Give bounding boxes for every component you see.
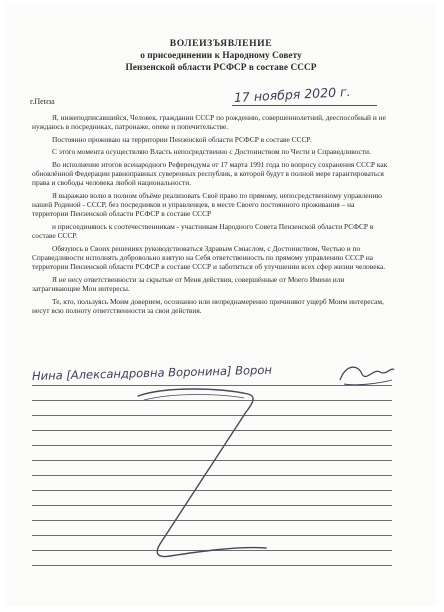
paragraph: Постоянно проживаю на территории Пензенской области РСФСР в составе СССР. <box>52 134 312 144</box>
handwritten-name: Нина [Александровна Воронина] Ворон <box>31 362 273 383</box>
date-underline <box>232 105 377 106</box>
paragraph: Обязуюсь в Своих решениях руководствоваться Здравым Смыслом, с Достоинством, Честью и по Справедливости исполнять добровольно взятую на Себя ответственность по прямому управлению СССР на территории Пензенской области РСФСР в составе СССР и заботиться об улучшении всех сфер жизни человека. <box>32 243 386 272</box>
title-block <box>6 38 436 74</box>
paragraph: Я выражаю волю в полном объёме реализовать Своё право по прямому, непосредственному управлению нашей Родиной - СССР, без посредников и управленцев, в месте Своего постоянного проживания – на территории Пензенской области РСФСР в составе СССР <box>32 190 382 219</box>
document-subtitle-1: о присоединении к Народному Совету <box>140 51 302 61</box>
paragraph: Я, нижеподписавшийся, Человек, гражданин СССР по рождению, совершеннолетний, дееспособный и не нуждаюсь в посредниках, патронаже, опеке и попечительстве. <box>32 113 386 132</box>
paragraph: Во исполнение итогов всенародного Референдума от 17 марта 1991 года по вопросу сохранения СССР как обновлённой Федерации равноправных суверенных республик, в которой будут в полной мере гарантироваться права и свободы человека любой национальности. <box>32 159 388 188</box>
document-page <box>6 4 436 606</box>
handwritten-date: 17 ноября 2020 г. <box>233 83 351 105</box>
paragraph: и присоединяюсь к соотечественникам - участникам Народного Совета Пензенской области РСФСР в составе СССР. <box>32 221 374 241</box>
paragraph: С этого момента осуществляю Власть непосредственно с Достоинством по Чести и Справедливости. <box>52 147 371 157</box>
signature-flourish <box>336 360 396 388</box>
declaration-body <box>32 113 392 318</box>
paragraph: Я не несу ответственности за скрытые от Меня действия, совершённые от Моего Имени или затрагивающие Мои интересы. <box>32 274 345 294</box>
cross-out-scribble <box>126 384 276 569</box>
city-label: г.Пенза <box>30 97 55 106</box>
paragraph: Те, кто, пользуясь Моим доверием, осознанно или непреднамеренно причиняют ущерб Моим интересам, несут всю полноту ответственности за свои действия. <box>32 296 384 315</box>
document-title: ВОЛЕИЗЪЯВЛЕНИЕ <box>169 38 273 49</box>
document-subtitle-2: Пензенской области РСФСР в составе СССР <box>125 63 317 73</box>
